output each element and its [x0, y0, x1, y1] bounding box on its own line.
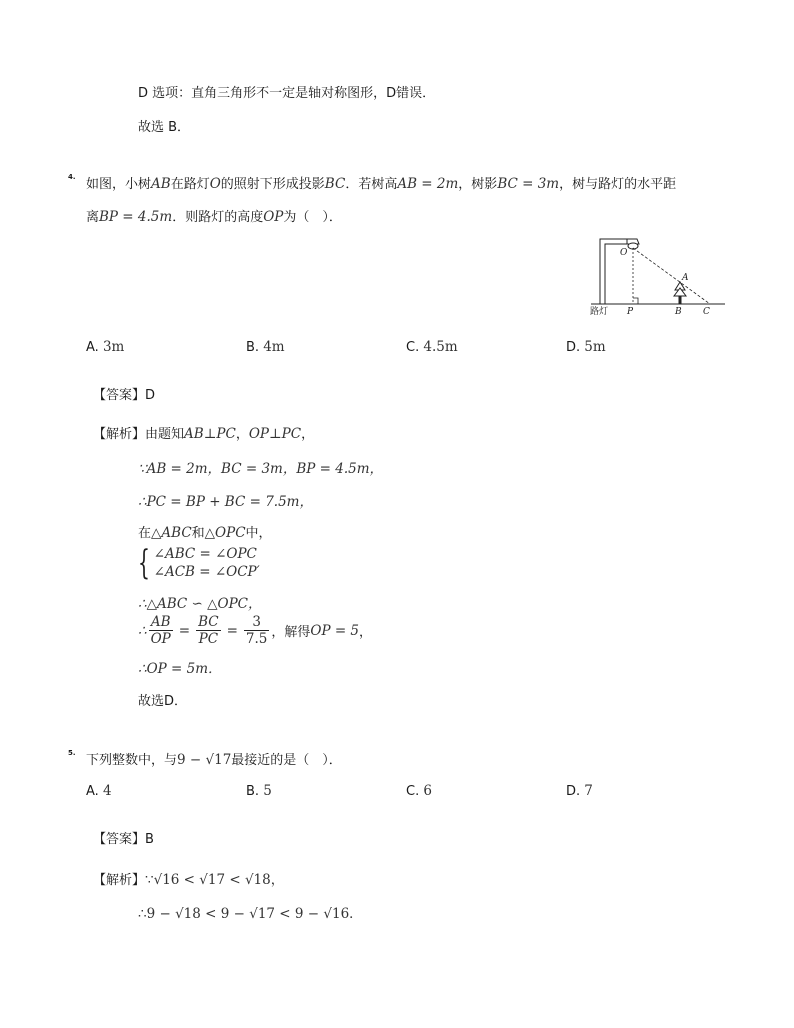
option-letter: B.	[246, 340, 260, 355]
q4-stem-line2	[86, 206, 342, 225]
option-letter: D.	[566, 340, 581, 355]
q4-stem-math: AB	[151, 176, 171, 192]
q4-option-a[interactable]	[86, 339, 124, 355]
q4-op-line: ∴OP = 5m．	[138, 661, 222, 677]
q5-stem-text: 最接近的是（ ）．	[231, 753, 342, 768]
analysis-math: OP = 5	[310, 622, 360, 639]
analysis-text: 中，	[245, 526, 272, 541]
brace-line: ∠ACB = ∠OCP′	[153, 564, 260, 580]
answer-label: 【答案】	[93, 832, 146, 847]
fraction-denominator: 7.5	[245, 631, 268, 647]
label-lamp: 路灯	[590, 307, 609, 317]
q5-stem	[86, 749, 342, 768]
brace-line: ∠ABC = ∠OPC	[153, 546, 257, 562]
q4-option-c[interactable]	[406, 339, 458, 355]
q4-choose-text: 故选D．	[138, 694, 188, 709]
q4-lamp-figure	[585, 232, 730, 320]
analysis-text: ，解得	[271, 625, 311, 640]
option-letter: C.	[406, 340, 420, 355]
equals-sign: =	[178, 622, 191, 639]
q4-stem-math: BC = 3m	[497, 176, 560, 192]
q5-option-b[interactable]	[246, 783, 272, 799]
option-letter: B.	[246, 784, 260, 799]
analysis-text: ，	[359, 625, 373, 640]
analysis-text: 由题知	[145, 427, 185, 442]
analysis-math: △ABC	[151, 525, 192, 541]
fraction-ab-op	[149, 614, 173, 647]
analysis-label: 【解析】	[93, 427, 146, 442]
q4-stem-text: 如图，小树	[86, 177, 152, 192]
label-o: O	[620, 248, 628, 258]
q4-number: 4.	[68, 173, 76, 181]
option-value: 3m	[102, 339, 125, 355]
q4-stem-math: AB = 2m	[397, 176, 459, 192]
q4-stem-text: 在路灯	[170, 177, 210, 192]
q4-stem-text: 的照射下形成投影	[220, 177, 325, 192]
q4-because-line: ∵AB = 2m，BC = 3m，BP = 4.5m，	[138, 461, 383, 477]
brace-lines	[154, 545, 260, 581]
q5-analysis-line1	[93, 868, 284, 888]
option-value: 4	[102, 783, 112, 799]
fraction-denominator: OP	[150, 631, 171, 647]
q5-stem-math: 9 − √17	[177, 752, 232, 768]
option-letter: C.	[406, 784, 420, 799]
option-value: 4m	[263, 339, 285, 355]
q5-answer	[93, 828, 154, 847]
q5-option-a[interactable]	[86, 783, 112, 799]
analysis-label: 【解析】	[93, 873, 146, 888]
q4-in-triangles-line	[138, 522, 272, 541]
answer-label: 【答案】	[93, 388, 146, 403]
q5-option-c[interactable]	[406, 783, 432, 799]
fraction-bc-pc	[196, 614, 221, 647]
label-c: C	[703, 307, 710, 317]
q4-stem-text: ．则路灯的高度	[172, 210, 264, 225]
q4-answer	[93, 384, 155, 403]
tree-trunk	[679, 296, 682, 304]
q3-d-option-text: D 选项：直角三角形不一定是轴对称图形，D错误．	[138, 86, 436, 101]
option-value: 5	[263, 783, 272, 799]
analysis-text: 和	[191, 526, 205, 541]
analysis-math: OP⊥PC	[248, 426, 302, 442]
q4-stem-math: BP = 4.5m	[99, 209, 173, 225]
label-a: A	[682, 273, 689, 283]
option-letter: A.	[86, 784, 99, 799]
q5-option-d[interactable]	[566, 783, 593, 799]
analysis-text: ，	[235, 427, 249, 442]
label-p: P	[627, 307, 634, 317]
option-value: 4.5m	[423, 339, 458, 355]
option-value: 6	[423, 783, 432, 799]
option-value: 7	[584, 783, 593, 799]
q4-option-b[interactable]	[246, 339, 285, 355]
analysis-math: ∴	[138, 622, 147, 639]
q4-stem-text: ，树影	[458, 177, 498, 192]
analysis-text: 在	[138, 526, 152, 541]
equals-sign: =	[226, 622, 238, 639]
q5-number: 5.	[68, 749, 76, 757]
q4-stem-math: BC	[324, 176, 346, 192]
option-value: 5m	[584, 339, 606, 355]
answer-value: D	[145, 388, 156, 403]
label-b: B	[675, 307, 682, 317]
fraction-3-7-5	[244, 614, 269, 647]
fraction-denominator: PC	[198, 631, 219, 647]
q4-analysis-intro	[93, 423, 314, 442]
answer-value: B	[145, 832, 154, 847]
q4-stem-line1	[86, 173, 676, 192]
q4-brace-system	[138, 545, 260, 581]
q4-stem-math: OP	[263, 209, 284, 225]
option-letter: A.	[86, 340, 99, 355]
q3-choose-text: 故选 B．	[138, 120, 191, 135]
q5-stem-text: 下列整数中，与	[86, 753, 178, 768]
line-oc	[633, 248, 710, 304]
q4-stem-math: O	[209, 176, 221, 192]
q4-pc-line: ∴PC = BP + BC = 7.5m，	[138, 494, 313, 510]
brace-symbol: {	[138, 543, 150, 583]
analysis-math: △OPC	[204, 525, 246, 541]
option-letter: D.	[566, 784, 581, 799]
q4-stem-text: 离	[86, 210, 100, 225]
q4-stem-text: 为（ ）．	[283, 210, 342, 225]
q4-ratio-line	[138, 614, 372, 647]
q4-stem-text: ，树与路灯的水平距	[559, 177, 677, 192]
right-angle-mark	[633, 298, 638, 304]
q4-stem-text: ．若树高	[345, 177, 398, 192]
fraction-numerator: BC	[198, 614, 219, 630]
analysis-math: AB⊥PC	[184, 426, 236, 442]
q4-option-d[interactable]	[566, 339, 606, 355]
fraction-numerator: AB	[149, 614, 173, 631]
q5-analysis-line2: ∴9 − √18 < 9 − √17 < 9 − √16．	[138, 906, 363, 922]
q4-similar-line: ∴△ABC ∽ △OPC，	[138, 596, 262, 612]
analysis-text: ，	[301, 427, 315, 442]
fraction-numerator: 3	[244, 614, 269, 631]
analysis-math: ∵√16 < √17 < √18，	[145, 872, 285, 888]
